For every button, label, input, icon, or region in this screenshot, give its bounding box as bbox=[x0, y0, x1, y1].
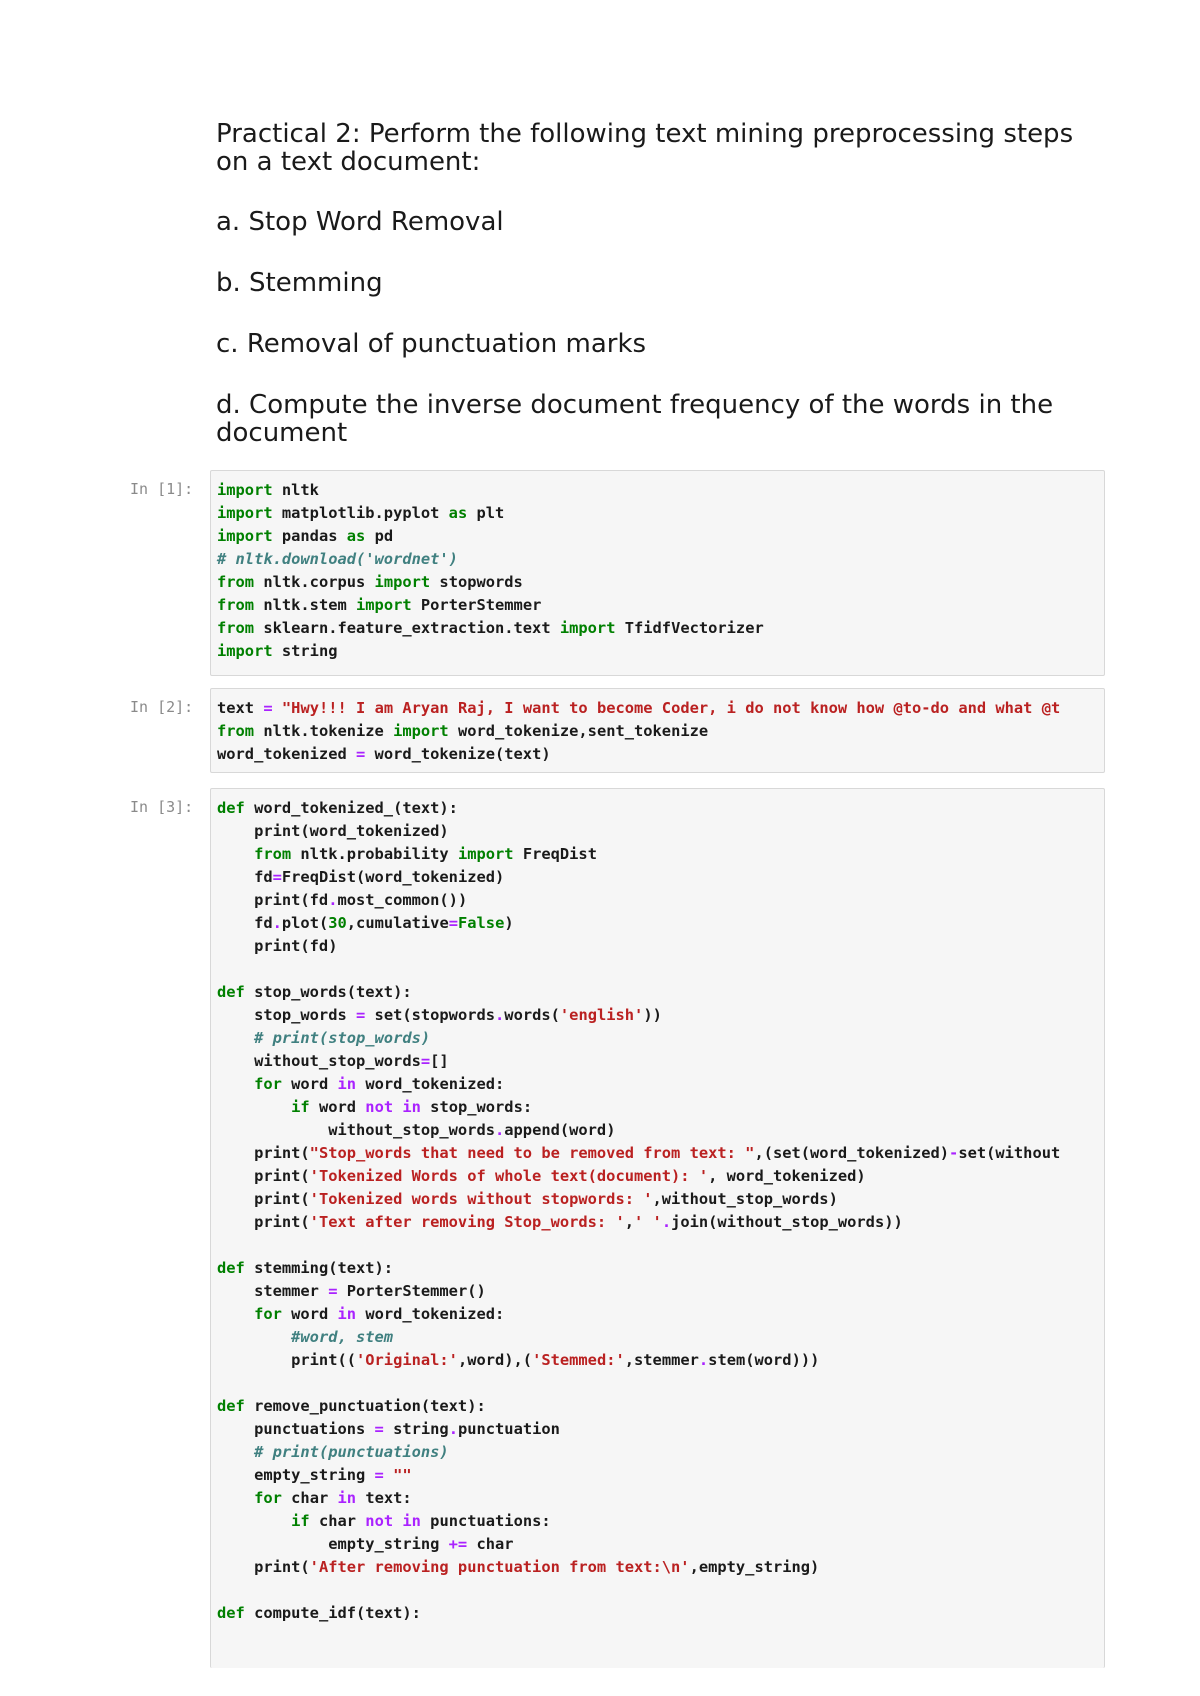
code-line bbox=[217, 548, 1098, 571]
code-token: not in bbox=[365, 1098, 421, 1116]
code-token: append(word) bbox=[504, 1121, 616, 1139]
code-token: #word, stem bbox=[291, 1328, 394, 1346]
code-token: stemmer bbox=[217, 1282, 329, 1300]
code-token: string bbox=[383, 1420, 449, 1438]
code-token: char bbox=[309, 1512, 366, 1530]
code-token: "Stop_words that need to be removed from text: " bbox=[309, 1144, 755, 1162]
code-line bbox=[217, 1579, 1098, 1602]
code-line bbox=[217, 1257, 1098, 1280]
code-token bbox=[217, 1075, 254, 1093]
code-line bbox=[217, 889, 1098, 912]
code-token: print( bbox=[217, 1167, 310, 1185]
code-token: print( bbox=[217, 1144, 310, 1162]
code-token bbox=[217, 1305, 254, 1323]
practical-title-line1: Practical 2: Perform the following text mining preprocessing steps bbox=[216, 119, 1074, 149]
code-token: char bbox=[281, 1489, 338, 1507]
code-line bbox=[217, 1602, 1098, 1625]
code-cell-3[interactable] bbox=[130, 788, 1105, 1696]
markdown-cell bbox=[216, 120, 1116, 176]
code-token: "Hwy!!! I am Aryan Raj, I want to become Coder, i do not know how @to-do and what @t bbox=[281, 699, 1061, 717]
code-line bbox=[217, 1326, 1098, 1349]
code-token bbox=[217, 1512, 291, 1530]
code-line bbox=[217, 981, 1098, 1004]
code-line bbox=[217, 1142, 1098, 1165]
cell-prompt: In [3]: bbox=[130, 798, 194, 816]
code-token: = bbox=[374, 1420, 384, 1438]
code-token: [] bbox=[430, 1052, 449, 1070]
code-token: nltk.stem bbox=[254, 596, 357, 614]
code-token: word bbox=[281, 1305, 338, 1323]
code-token: 'Stemmed:' bbox=[532, 1351, 625, 1369]
code-line bbox=[217, 1004, 1098, 1027]
code-token: = bbox=[263, 699, 273, 717]
code-token: print( bbox=[217, 1558, 310, 1576]
code-token: . bbox=[328, 891, 338, 909]
code-token: text: bbox=[356, 1489, 412, 1507]
code-line bbox=[217, 594, 1098, 617]
step-d-idf-line1: d. Compute the inverse document frequency of the words in the bbox=[216, 390, 1054, 420]
code-token: word bbox=[281, 1075, 338, 1093]
code-token: TfidfVectorizer bbox=[615, 619, 764, 637]
code-token bbox=[384, 1466, 393, 1484]
code-token: words( bbox=[504, 1006, 560, 1024]
code-line bbox=[217, 958, 1098, 981]
code-token: without_stop_words bbox=[217, 1121, 495, 1139]
code-token: FreqDist bbox=[513, 845, 597, 863]
code-token: = bbox=[374, 1466, 384, 1484]
code-token: for bbox=[254, 1489, 282, 1507]
code-token: punctuations: bbox=[420, 1512, 551, 1530]
code-token: import bbox=[217, 642, 273, 660]
code-token: without_stop_words bbox=[217, 1052, 421, 1070]
code-token: ,without_stop_words) bbox=[652, 1190, 838, 1208]
code-token: sklearn.feature_extraction.text bbox=[254, 619, 560, 637]
code-token: - bbox=[949, 1144, 959, 1162]
code-token: as bbox=[448, 504, 468, 522]
code-line bbox=[217, 1372, 1098, 1395]
code-token: . bbox=[494, 1121, 505, 1139]
code-token: print(word_tokenized) bbox=[217, 822, 449, 840]
code-token: plot( bbox=[281, 914, 329, 932]
code-token: # nltk.download('wordnet') bbox=[217, 550, 458, 568]
code-token: word_tokenize(text) bbox=[365, 745, 551, 763]
code-cell-1[interactable] bbox=[130, 470, 1105, 676]
code-line bbox=[217, 1280, 1098, 1303]
code-line bbox=[217, 1395, 1098, 1418]
code-token: compute_idf(text): bbox=[244, 1604, 421, 1622]
code-token: import bbox=[393, 722, 449, 740]
practical-title-line2: on a text document: bbox=[216, 147, 481, 177]
code-token: set(without bbox=[958, 1144, 1061, 1162]
code-token: ' ' bbox=[634, 1213, 662, 1231]
code-token: for bbox=[254, 1305, 282, 1323]
code-token: in bbox=[337, 1075, 357, 1093]
code-line bbox=[217, 1349, 1098, 1372]
code-token: "" bbox=[393, 1466, 412, 1484]
code-token: ) bbox=[504, 914, 514, 932]
code-token: empty_string bbox=[217, 1535, 449, 1553]
code-token: join(without_stop_words)) bbox=[671, 1213, 903, 1231]
code-line bbox=[217, 797, 1098, 820]
code-token: , word_tokenized) bbox=[708, 1167, 866, 1185]
code-line bbox=[217, 1050, 1098, 1073]
code-line bbox=[217, 479, 1098, 502]
code-token bbox=[217, 1489, 254, 1507]
code-token: fd bbox=[217, 914, 273, 932]
code-line bbox=[217, 1211, 1098, 1234]
code-token: word bbox=[309, 1098, 366, 1116]
code-input-area[interactable] bbox=[210, 788, 1105, 1668]
code-token: def bbox=[217, 1259, 245, 1277]
code-line bbox=[217, 640, 1098, 663]
code-token: set(stopwords bbox=[365, 1006, 496, 1024]
code-token: def bbox=[217, 983, 245, 1001]
code-token: += bbox=[448, 1535, 468, 1553]
code-token: False bbox=[458, 914, 505, 932]
code-token: for bbox=[254, 1075, 282, 1093]
code-token: remove_punctuation(text): bbox=[244, 1397, 486, 1415]
code-token: . bbox=[661, 1213, 672, 1231]
code-token: FreqDist(word_tokenized) bbox=[281, 868, 505, 886]
code-token: punctuations bbox=[217, 1420, 375, 1438]
code-token: empty_string bbox=[217, 1466, 375, 1484]
step-b-stemming: b. Stemming bbox=[216, 268, 383, 298]
code-token: pd bbox=[365, 527, 394, 545]
code-token: def bbox=[217, 1397, 245, 1415]
code-token: print(fd) bbox=[217, 937, 338, 955]
code-token: import bbox=[217, 481, 273, 499]
code-token: word_tokenized_(text): bbox=[244, 799, 458, 817]
code-input-area[interactable] bbox=[210, 688, 1105, 773]
code-line bbox=[217, 912, 1098, 935]
code-line bbox=[217, 1234, 1098, 1257]
code-token bbox=[217, 1328, 291, 1346]
code-token: ,(set(word_tokenized) bbox=[754, 1144, 950, 1162]
code-token: 30 bbox=[328, 914, 347, 932]
code-token: word_tokenized bbox=[217, 745, 356, 763]
code-token: , bbox=[624, 1213, 634, 1231]
code-line bbox=[217, 617, 1098, 640]
code-token: pandas bbox=[272, 527, 347, 545]
code-line bbox=[217, 1464, 1098, 1487]
code-token: # print(punctuations) bbox=[254, 1443, 449, 1461]
code-token: )) bbox=[643, 1006, 662, 1024]
code-token: . bbox=[272, 914, 282, 932]
code-line bbox=[217, 935, 1098, 958]
code-line bbox=[217, 866, 1098, 889]
code-token: import bbox=[457, 845, 514, 863]
code-line bbox=[217, 720, 1098, 743]
code-line bbox=[217, 1510, 1098, 1533]
code-token: 'english' bbox=[559, 1006, 644, 1024]
cell-prompt: In [2]: bbox=[130, 698, 194, 716]
code-token: stem(word))) bbox=[708, 1351, 820, 1369]
code-token: import bbox=[374, 573, 431, 591]
code-line bbox=[217, 1487, 1098, 1510]
code-token: print(( bbox=[217, 1351, 356, 1369]
step-c-punctuation-removal: c. Removal of punctuation marks bbox=[216, 329, 647, 359]
code-token: as bbox=[346, 527, 366, 545]
code-token: word_tokenized: bbox=[356, 1305, 505, 1323]
code-token: nltk.tokenize bbox=[254, 722, 394, 740]
code-line bbox=[217, 1418, 1098, 1441]
code-token: print( bbox=[217, 1190, 310, 1208]
code-token: string bbox=[272, 642, 338, 660]
code-line bbox=[217, 1533, 1098, 1556]
code-token: stopwords bbox=[430, 573, 523, 591]
code-token: text bbox=[217, 699, 264, 717]
code-input-area[interactable] bbox=[210, 470, 1105, 676]
code-token: char bbox=[467, 1535, 514, 1553]
code-token: from bbox=[254, 845, 292, 863]
code-token: print( bbox=[217, 1213, 310, 1231]
code-line bbox=[217, 1303, 1098, 1326]
code-token: def bbox=[217, 1604, 245, 1622]
code-token: . bbox=[495, 1006, 505, 1024]
code-token: . bbox=[698, 1351, 709, 1369]
code-token: from bbox=[217, 619, 255, 637]
code-token: word_tokenize,sent_tokenize bbox=[448, 722, 709, 740]
code-token: import bbox=[217, 527, 273, 545]
code-token: fd bbox=[217, 868, 273, 886]
code-token: punctuation bbox=[457, 1420, 560, 1438]
code-token: word_tokenized: bbox=[356, 1075, 505, 1093]
code-token: . bbox=[448, 1420, 458, 1438]
code-token: matplotlib.pyplot bbox=[272, 504, 449, 522]
code-token: = bbox=[356, 745, 366, 763]
code-token: def bbox=[217, 799, 245, 817]
code-line bbox=[217, 820, 1098, 843]
code-token: 'After removing punctuation from text:\n' bbox=[309, 1558, 690, 1576]
code-token: stemming(text): bbox=[244, 1259, 394, 1277]
code-token: 'Original:' bbox=[356, 1351, 458, 1369]
code-token: not in bbox=[365, 1512, 421, 1530]
code-token: PorterStemmer() bbox=[337, 1282, 486, 1300]
cell-prompt: In [1]: bbox=[130, 480, 194, 498]
code-token bbox=[217, 1098, 291, 1116]
step-a-stop-word-removal: a. Stop Word Removal bbox=[216, 207, 504, 237]
code-token: = bbox=[328, 1282, 338, 1300]
code-token: import bbox=[356, 596, 412, 614]
code-line bbox=[217, 1188, 1098, 1211]
code-token: import bbox=[217, 504, 273, 522]
code-token: ,word),( bbox=[457, 1351, 533, 1369]
code-token: ,cumulative bbox=[346, 914, 449, 932]
code-line bbox=[217, 1027, 1098, 1050]
step-d-idf-line2: document bbox=[216, 418, 348, 448]
code-line bbox=[217, 1441, 1098, 1464]
code-line bbox=[217, 571, 1098, 594]
code-token: from bbox=[217, 573, 255, 591]
code-token: import bbox=[559, 619, 616, 637]
code-line bbox=[217, 1165, 1098, 1188]
code-token: PorterStemmer bbox=[411, 596, 542, 614]
code-line bbox=[217, 743, 1098, 766]
code-token: in bbox=[337, 1489, 357, 1507]
code-token: # print(stop_words) bbox=[254, 1029, 431, 1047]
code-token: print(fd bbox=[217, 891, 329, 909]
code-line bbox=[217, 697, 1098, 720]
code-token: plt bbox=[467, 504, 505, 522]
code-token bbox=[217, 845, 254, 863]
code-token: from bbox=[217, 722, 255, 740]
code-token: nltk.corpus bbox=[254, 573, 375, 591]
code-line bbox=[217, 1073, 1098, 1096]
code-token: if bbox=[291, 1512, 310, 1530]
code-token: = bbox=[420, 1052, 431, 1070]
code-line bbox=[217, 1119, 1098, 1142]
code-token: = bbox=[272, 868, 282, 886]
code-token: = bbox=[448, 914, 458, 932]
code-line bbox=[217, 525, 1098, 548]
code-token bbox=[217, 1029, 254, 1047]
code-token bbox=[273, 699, 282, 717]
code-token: in bbox=[337, 1305, 357, 1323]
code-line bbox=[217, 1096, 1098, 1119]
code-line bbox=[217, 843, 1098, 866]
code-token bbox=[217, 1443, 254, 1461]
code-token: 'Tokenized words without stopwords: ' bbox=[309, 1190, 653, 1208]
code-token: nltk bbox=[272, 481, 319, 499]
code-token: stop_words: bbox=[420, 1098, 533, 1116]
code-token: ,empty_string) bbox=[689, 1558, 820, 1576]
code-token: = bbox=[356, 1006, 366, 1024]
code-token: most_common()) bbox=[337, 891, 468, 909]
code-token: 'Text after removing Stop_words: ' bbox=[309, 1213, 625, 1231]
code-token: if bbox=[291, 1098, 310, 1116]
code-token: from bbox=[217, 596, 255, 614]
code-token: ,stemmer bbox=[624, 1351, 699, 1369]
code-token: nltk.probability bbox=[291, 845, 458, 863]
code-cell-2[interactable] bbox=[130, 688, 1105, 773]
code-token: 'Tokenized Words of whole text(document): ' bbox=[309, 1167, 709, 1185]
code-token: stop_words(text): bbox=[244, 983, 412, 1001]
code-token: stop_words bbox=[217, 1006, 356, 1024]
code-line bbox=[217, 1556, 1098, 1579]
code-line bbox=[217, 502, 1098, 525]
